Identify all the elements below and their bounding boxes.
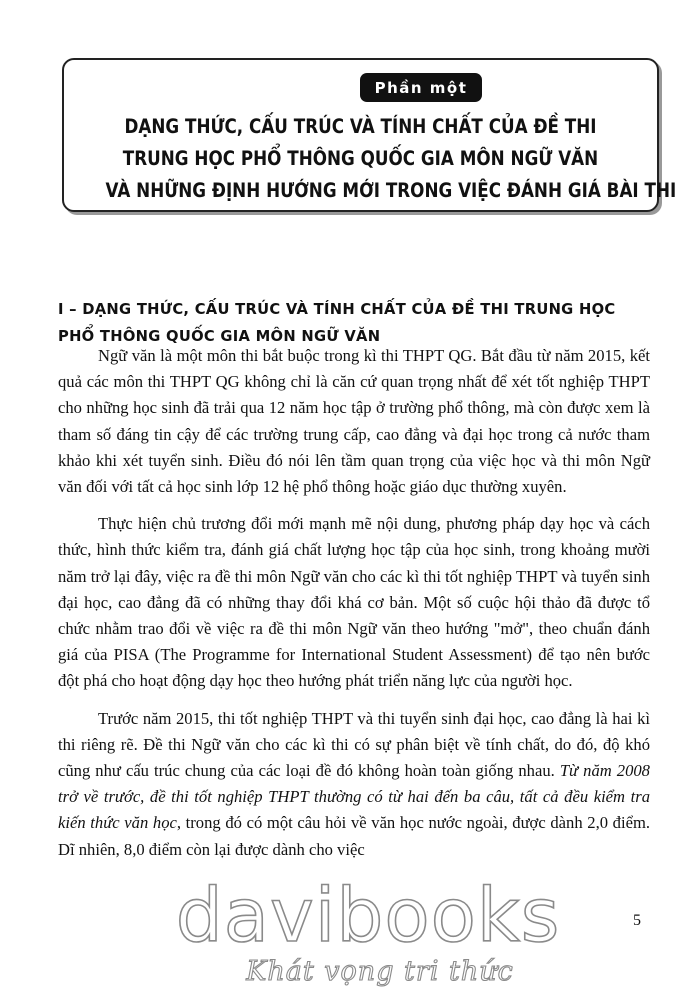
watermark-tagline: Khát vọng tri thức <box>246 956 514 987</box>
part-header-box <box>62 58 677 212</box>
section-heading <box>58 296 658 350</box>
paragraph-3 <box>58 706 650 863</box>
part-label-badge: Phần một <box>360 73 482 102</box>
body-text <box>58 343 650 874</box>
part-title <box>105 111 677 207</box>
paragraph-3-italic: Từ năm 2008 trở về trước, đề thi tốt nghiệp THPT thường có từ hai đến ba câu, tất cả đều kiểm tra kiến thức văn học <box>58 761 650 833</box>
paragraph-1: Ngữ văn là một môn thi bắt buộc trong kì thi THPT QG. Bắt đầu từ năm 2015, kết quả các môn thi THPT QG không chỉ là căn cứ quan trọng nhất để xét tốt nghiệp THPT cho những học sinh đã trải qua 12 năm học tập ở trường phổ thông, mà còn được xem là tham số đáng tin cậy để các trường trung cấp, cao đẳng và đại học trong cả nước tham khảo khi xét tuyển sinh. Điều đó nói lên tầm quan trọng của việc học và thi môn Ngữ văn đối với tất cả học sinh lớp 12 hệ phổ thông hoặc giáo dục thường xuyên. <box>58 346 650 497</box>
page-number: 5 <box>633 912 641 929</box>
section-heading-line: I – DẠNG THỨC, CẤU TRÚC VÀ TÍNH CHẤT CỦA ĐỀ THI TRUNG HỌC <box>58 300 616 318</box>
watermark-brand: davibooks <box>175 873 561 959</box>
section-heading-line: PHỔ THÔNG QUỐC GIA MÔN NGỮ VĂN <box>58 327 381 345</box>
paragraph-2: Thực hiện chủ trương đổi mới mạnh mẽ nội dung, phương pháp dạy học và cách thức, hình thức kiểm tra, đánh giá chất lượng học tập của học sinh, trong khoảng mười năm trở lại đây, việc ra đề thi môn Ngữ văn cho các kì thi tốt nghiệp THPT và tuyển sinh đại học, cao đẳng đã có những thay đổi khá cơ bản. Một số cuộc hội thảo đã được tổ chức nhằm trao đổi về việc ra đề thi môn Ngữ văn theo hướng "mở", theo chuẩn đánh giá của PISA (The Programme for International Student Assessment) để tạo nên bước đột phá cho hoạt động dạy học theo hướng phát triển năng lực của người học. <box>58 514 650 691</box>
part-title-line: DẠNG THỨC, CẤU TRÚC VÀ TÍNH CHẤT CỦA ĐỀ THI <box>124 115 597 138</box>
part-title-line: TRUNG HỌC PHỔ THÔNG QUỐC GIA MÔN NGỮ VĂN <box>122 147 599 170</box>
paragraph-3-start: Trước năm 2015, thi tốt nghiệp THPT và thi tuyển sinh đại học, cao đẳng là hai kì thi riêng rẽ. Đề thi Ngữ văn cho các kì thi có sự phân biệt về tính chất, do đó, độ khó cũng như cấu trúc chung của các loại đề đó không hoàn toàn giống nhau. <box>58 708 650 781</box>
part-title-line: VÀ NHỮNG ĐỊNH HƯỚNG MỚI TRONG VIỆC ĐÁNH GIÁ BÀI THI <box>105 179 677 202</box>
paragraph-3-end: , trong đó có một câu hỏi về văn học nước ngoài, được dành 2,0 điểm. Dĩ nhiên, 8,0 điểm còn lại được dành cho việc <box>58 813 650 859</box>
